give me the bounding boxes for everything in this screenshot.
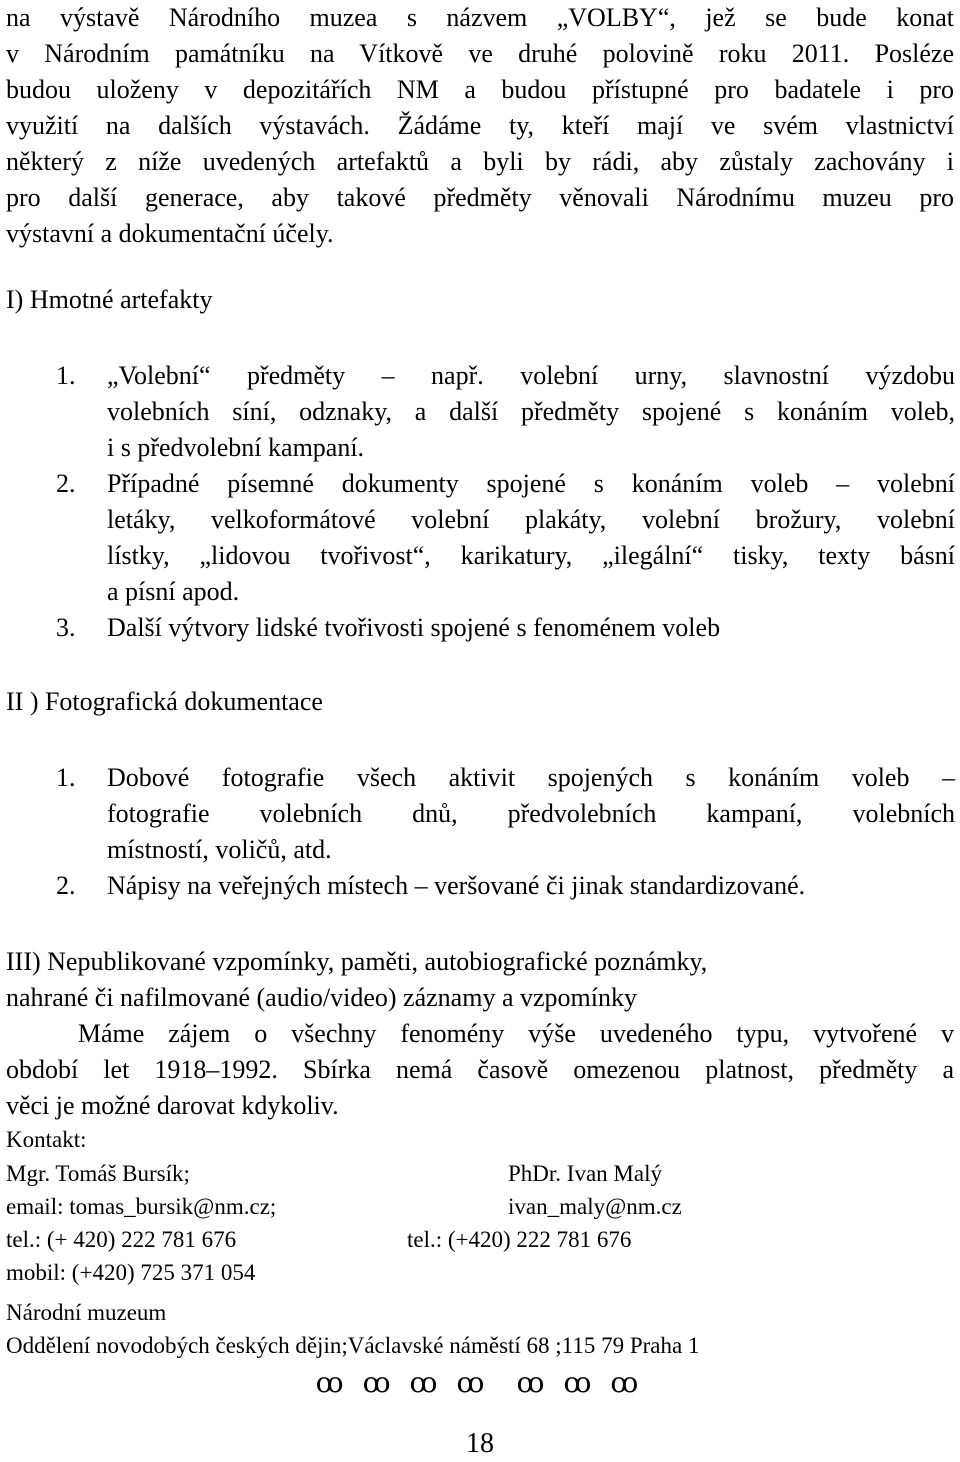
contact-person-1-tel: tel.: (+ 420) 222 781 676 [6, 1227, 237, 1252]
text-line: Dobové fotografie všech aktivit spojených s konáním voleb – [107, 763, 955, 792]
item-text [107, 760, 955, 868]
text-line: a písní apod. [107, 577, 240, 606]
contact-person-1-name: Mgr. Tomáš Bursík; [6, 1161, 190, 1186]
text-line: „Volební“ předměty – např. volební urny, slavnostní výzdobu [107, 361, 955, 390]
text-line: využití na dalších výstavách. Žádáme ty, kteří mají ve svém vlastnictví [6, 111, 954, 140]
text-line: fotografie volebních dnů, předvolebních kampaní, volebních [107, 799, 955, 828]
contact-person-2-tel: tel.: (+420) 222 781 676 [407, 1227, 632, 1252]
text-line: některý z níže uvedených artefaktů a byli by rádi, aby zůstaly zachovány i [6, 147, 954, 176]
item-text: Další výtvory lidské tvořivosti spojené s fenoménem voleb [107, 613, 721, 642]
text-line: i s předvolební kampaní. [107, 433, 365, 462]
item-text [107, 466, 955, 610]
contact-person-1-mobile: mobil: (+420) 725 371 054 [6, 1260, 256, 1285]
contact-person-2-name: PhDr. Ivan Malý [508, 1161, 662, 1186]
page-number: 18 [466, 1428, 494, 1459]
text-line: výstavní a dokumentační účely. [6, 219, 334, 248]
item-text [107, 358, 955, 466]
ornament-divider: ꝏ ꝏ ꝏ ꝏ ꝏ ꝏ ꝏ [315, 1368, 645, 1399]
text-line: místností, voličů, atd. [107, 835, 332, 864]
text-line: Případné písemné dokumenty spojené s konáním voleb – volební [107, 469, 955, 498]
contact-person-2-email: ivan_maly@nm.cz [508, 1194, 682, 1219]
item-number: 1. [56, 361, 76, 390]
text-line: období let 1918–1992. Sbírka nemá časově omezenou platnost, předměty a [6, 1055, 954, 1084]
text-line: na výstavě Národního muzea s názvem „VOLBY“, jež se bude konat [6, 3, 954, 32]
item-number: 3. [56, 613, 76, 642]
heading-line: III) Nepublikované vzpomínky, paměti, autobiografické poznámky, [6, 947, 708, 976]
intro-paragraph [6, 0, 954, 252]
text-line: v Národním památníku na Vítkově ve druhé polovině roku 2011. Posléze [6, 39, 954, 68]
text-line: lístky, „lidovou tvořivost“, karikatury, „ilegální“ tisky, texty básní [107, 541, 955, 570]
section-heading: I) Hmotné artefakty [6, 285, 213, 314]
text-line: věci je možné darovat kdykoliv. [6, 1091, 339, 1120]
contact-person-1-email: email: tomas_bursik@nm.cz; [6, 1194, 277, 1219]
text-line: letáky, velkoformátové volební plakáty, volební brožury, volební [107, 505, 955, 534]
text-line: Máme zájem o všechny fenomény výše uvedeného typu, vytvořené v [6, 1019, 954, 1048]
contact-label: Kontakt: [6, 1127, 87, 1152]
text-line: pro další generace, aby takové předměty věnovali Národnímu muzeu pro [6, 183, 954, 212]
text-line: volebních síní, odznaky, a další předměty spojené s konáním voleb, [107, 397, 955, 426]
text-line: budou uloženy v depozitářích NM a budou přístupné pro badatele i pro [6, 75, 954, 104]
institution-address: Oddělení novodobých českých dějin;Václavské náměstí 68 ;115 79 Praha 1 [6, 1333, 700, 1358]
section-heading: II ) Fotografická dokumentace [6, 687, 323, 716]
institution-name: Národní muzeum [6, 1300, 167, 1325]
item-number: 2. [56, 469, 76, 498]
section-heading [6, 944, 954, 1016]
item-number: 1. [56, 763, 76, 792]
heading-line: nahrané či nafilmované (audio/video) záznamy a vzpomínky [6, 983, 637, 1012]
item-text: Nápisy na veřejných místech – veršované či jinak standardizované. [107, 871, 806, 900]
section-paragraph [6, 1016, 954, 1124]
item-number: 2. [56, 871, 76, 900]
